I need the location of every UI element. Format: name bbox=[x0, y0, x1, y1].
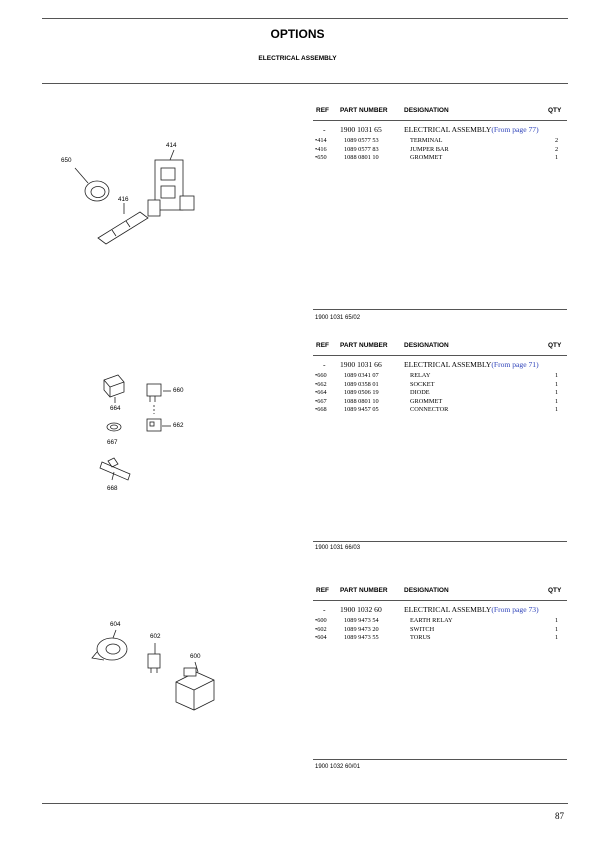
table-cell: - bbox=[323, 125, 326, 134]
diode-664-drawing bbox=[104, 375, 124, 403]
col-qty: QTY bbox=[548, 107, 562, 114]
table-cell: 1900 1032 60 bbox=[340, 605, 382, 614]
parts-table-2 bbox=[313, 342, 567, 415]
table-cell: 1 bbox=[555, 397, 559, 405]
table-cell: 1 bbox=[555, 154, 559, 162]
column-header: PART NUMBER bbox=[340, 342, 388, 349]
table-cell: 1089 9457 05 bbox=[344, 406, 379, 414]
figure-ref: 1900 1032 60/01 bbox=[315, 764, 361, 770]
table-cell: 1 bbox=[555, 406, 559, 414]
page-link[interactable]: (From page 73) bbox=[491, 605, 539, 614]
table-cell: 1 bbox=[555, 625, 559, 633]
table-row bbox=[313, 634, 567, 643]
column-header: DESIGNATION bbox=[404, 587, 449, 594]
assembly-designation bbox=[404, 125, 539, 134]
column-header: QTY bbox=[548, 587, 562, 594]
callout-414: 414 bbox=[166, 142, 177, 149]
column-header: REF bbox=[316, 587, 329, 594]
earth-relay-600-drawing bbox=[176, 662, 214, 710]
col-ref: REF bbox=[316, 107, 329, 114]
table-cell: •668 bbox=[315, 406, 327, 414]
table-cell: 1089 9473 20 bbox=[344, 625, 379, 633]
table-cell: •414 bbox=[315, 137, 327, 144]
callout-604: 604 bbox=[110, 621, 121, 628]
torus-604-drawing bbox=[92, 630, 127, 660]
callout-660: 660 bbox=[173, 387, 184, 394]
table-cell: •416 bbox=[315, 145, 327, 153]
relay-660-drawing bbox=[147, 384, 171, 414]
assembly-row bbox=[313, 360, 567, 372]
figure-ref: 1900 1031 65/02 bbox=[315, 315, 361, 321]
table-cell: JUMPER BAR bbox=[410, 145, 449, 153]
table-row bbox=[313, 406, 567, 415]
table-cell: •662 bbox=[315, 380, 327, 388]
table-cell: DIODE bbox=[410, 389, 430, 397]
figure-ref: 1900 1031 66/03 bbox=[315, 545, 361, 551]
table-cell: 1089 0341 07 bbox=[344, 372, 379, 379]
table-cell: 1089 0577 53 bbox=[344, 137, 379, 144]
table-cell: TORUS bbox=[410, 634, 431, 642]
table-cell: SWITCH bbox=[410, 625, 435, 633]
grommet-650-drawing bbox=[75, 168, 109, 201]
table-cell: - bbox=[323, 605, 326, 614]
table-cell: ELECTRICAL ASSEMBLY bbox=[404, 605, 492, 614]
callout-667: 667 bbox=[107, 439, 118, 446]
table-cell: 1088 0801 10 bbox=[344, 397, 379, 405]
parts-table-3 bbox=[313, 587, 567, 643]
table-cell: 2 bbox=[555, 145, 559, 153]
table-row bbox=[313, 381, 567, 390]
terminal-block-414-drawing bbox=[148, 150, 194, 216]
callout-600: 600 bbox=[190, 653, 201, 660]
table-cell: •664 bbox=[315, 389, 327, 397]
callout-668: 668 bbox=[107, 485, 118, 492]
table-cell: GROMMET bbox=[410, 397, 443, 405]
table-cell: 1088 0801 10 bbox=[344, 154, 379, 162]
table-row bbox=[313, 146, 567, 155]
assembly-designation bbox=[404, 605, 539, 614]
table-cell: •600 bbox=[315, 617, 327, 624]
table-cell: 1089 0358 01 bbox=[344, 380, 379, 388]
table-cell: ELECTRICAL ASSEMBLY bbox=[404, 360, 492, 369]
table-cell: 1 bbox=[555, 617, 559, 624]
table-row bbox=[313, 398, 567, 407]
connector-668-drawing bbox=[100, 458, 130, 480]
table-row bbox=[313, 372, 567, 381]
col-part-number: PART NUMBER bbox=[340, 107, 388, 114]
table-cell: TERMINAL bbox=[410, 137, 443, 144]
table-cell: GROMMET bbox=[410, 154, 443, 162]
table-row bbox=[313, 626, 567, 635]
table-cell: 1 bbox=[555, 634, 559, 642]
section-rule bbox=[313, 541, 567, 542]
table-cell: 1900 1031 65 bbox=[340, 125, 382, 134]
table-cell: •604 bbox=[315, 634, 327, 642]
table-cell: - bbox=[323, 360, 326, 369]
table-cell: •602 bbox=[315, 625, 327, 633]
column-header: QTY bbox=[548, 342, 562, 349]
table-cell: SOCKET bbox=[410, 380, 435, 388]
table-header bbox=[313, 107, 567, 119]
table-cell: 2 bbox=[555, 137, 559, 144]
table-cell: 1 bbox=[555, 389, 559, 397]
callout-662: 662 bbox=[173, 422, 184, 429]
table-cell: 1089 9473 55 bbox=[344, 634, 379, 642]
callout-664: 664 bbox=[110, 405, 121, 412]
callout-602: 602 bbox=[150, 633, 161, 640]
table-header bbox=[313, 342, 567, 354]
table-cell: 1900 1031 66 bbox=[340, 360, 382, 369]
assembly-designation bbox=[404, 360, 539, 369]
table-cell: •650 bbox=[315, 154, 327, 162]
table-row bbox=[313, 389, 567, 398]
callout-650: 650 bbox=[61, 157, 72, 164]
page-link[interactable]: (From page 77) bbox=[491, 125, 539, 134]
page-title: OPTIONS bbox=[270, 27, 325, 41]
table-cell: RELAY bbox=[410, 372, 431, 379]
page-subtitle: ELECTRICAL ASSEMBLY bbox=[258, 55, 337, 62]
table-cell: 1089 9473 54 bbox=[344, 617, 379, 624]
table-header bbox=[313, 587, 567, 599]
footer-rule bbox=[42, 803, 568, 804]
jumper-bar-416-drawing bbox=[98, 203, 148, 244]
table-row bbox=[313, 617, 567, 626]
col-designation: DESIGNATION bbox=[404, 107, 449, 114]
table-row bbox=[313, 137, 567, 146]
table-cell: •667 bbox=[315, 397, 327, 405]
page-number: 87 bbox=[555, 811, 564, 821]
table-row bbox=[313, 154, 567, 163]
table-cell: EARTH RELAY bbox=[410, 617, 453, 624]
parts-table-1 bbox=[313, 107, 567, 163]
assembly-row bbox=[313, 605, 567, 617]
section-rule bbox=[313, 309, 567, 310]
table-cell: •660 bbox=[315, 372, 327, 379]
socket-662-drawing bbox=[147, 419, 171, 431]
column-header: REF bbox=[316, 342, 329, 349]
callout-416: 416 bbox=[118, 196, 129, 203]
grommet-667-drawing bbox=[107, 423, 121, 431]
column-header: DESIGNATION bbox=[404, 342, 449, 349]
table-cell: ELECTRICAL ASSEMBLY bbox=[404, 125, 492, 134]
table-cell: 1 bbox=[555, 380, 559, 388]
column-header: PART NUMBER bbox=[340, 587, 388, 594]
table-cell: 1089 0506 19 bbox=[344, 389, 379, 397]
section-rule bbox=[313, 759, 567, 760]
table-cell: CONNECTOR bbox=[410, 406, 449, 414]
table-cell: 1 bbox=[555, 372, 559, 379]
assembly-row bbox=[313, 125, 567, 137]
table-cell: 1089 0577 83 bbox=[344, 145, 379, 153]
switch-602-drawing bbox=[148, 643, 160, 673]
page-link[interactable]: (From page 71) bbox=[491, 360, 539, 369]
